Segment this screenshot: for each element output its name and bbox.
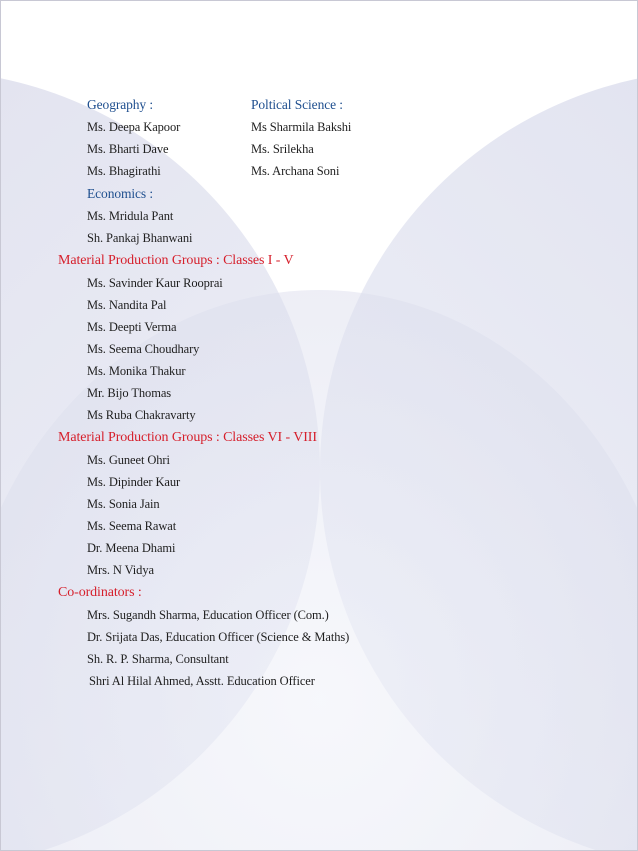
economics-member: Ms. Mridula Pant <box>87 209 174 223</box>
mpg-1-5-member: Ms Ruba Chakravarty <box>87 408 196 422</box>
mpg-1-5-member: Ms. Seema Choudhary <box>87 342 200 356</box>
coordinator-member: Sh. R. P. Sharma, Consultant <box>87 652 229 666</box>
mpg-1-5-member: Ms. Monika Thakur <box>87 364 186 378</box>
mpg-6-8-member: Mrs. N Vidya <box>87 563 154 577</box>
political-science-member: Ms Sharmila Bakshi <box>251 120 352 134</box>
geography-member: Ms. Deepa Kapoor <box>87 120 181 134</box>
coordinator-member: Dr. Srijata Das, Education Officer (Science & Maths) <box>87 630 350 644</box>
mpg-1-5-heading: Material Production Groups : Classes I - V <box>58 253 294 268</box>
mpg-1-5-member: Mr. Bijo Thomas <box>87 386 172 400</box>
mpg-6-8-member: Ms. Dipinder Kaur <box>87 475 181 489</box>
mpg-1-5-member: Ms. Savinder Kaur Rooprai <box>87 276 223 290</box>
political-science-member: Ms. Archana Soni <box>251 164 340 178</box>
political-science-heading: Poltical Science : <box>251 97 343 112</box>
economics-heading: Economics : <box>87 186 154 201</box>
economics-member: Sh. Pankaj Bhanwani <box>87 231 193 245</box>
mpg-1-5-member: Ms. Nandita Pal <box>87 298 167 312</box>
mpg-6-8-heading: Material Production Groups : Classes VI - VIII <box>58 430 317 445</box>
geography-member: Ms. Bhagirathi <box>87 164 161 178</box>
geography-heading: Geography : <box>87 97 154 112</box>
mpg-6-8-member: Ms. Guneet Ohri <box>87 453 170 467</box>
mpg-6-8-member: Ms. Sonia Jain <box>87 497 160 511</box>
political-science-member: Ms. Srilekha <box>251 142 314 156</box>
coordinator-member: Shri Al Hilal Ahmed, Asstt. Education Officer <box>89 674 315 688</box>
geography-member: Ms. Bharti Dave <box>87 142 169 156</box>
mpg-6-8-member: Dr. Meena Dhami <box>87 541 176 555</box>
coordinators-heading: Co-ordinators : <box>58 585 142 600</box>
mpg-1-5-member: Ms. Deepti Verma <box>87 320 177 334</box>
mpg-6-8-member: Ms. Seema Rawat <box>87 519 177 533</box>
coordinator-member: Mrs. Sugandh Sharma, Education Officer (Com.) <box>87 608 329 622</box>
